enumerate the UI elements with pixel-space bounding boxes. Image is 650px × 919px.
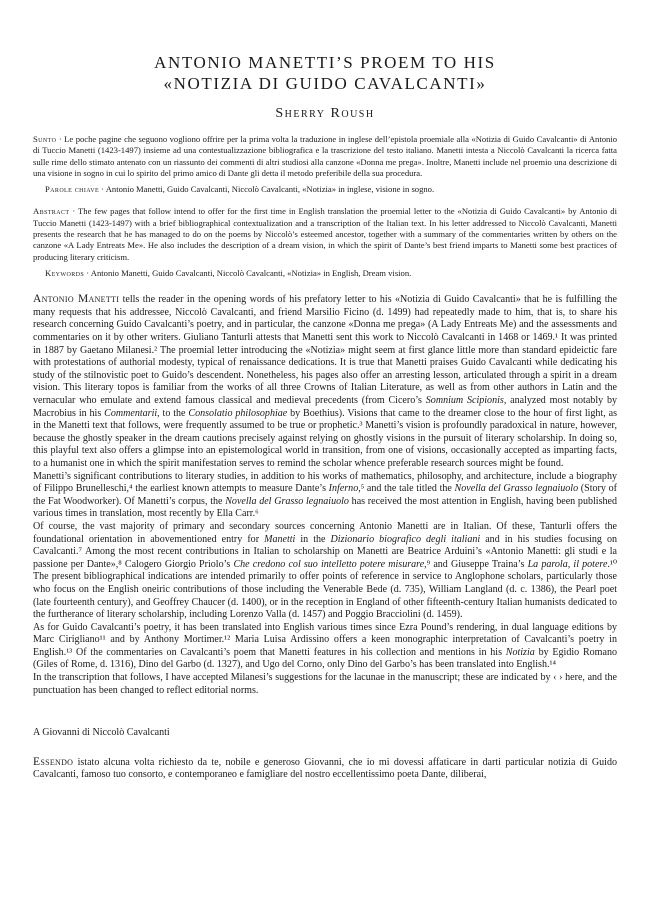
- italic-title: Inferno: [328, 483, 359, 495]
- italic-title: La parola, il potere: [527, 558, 608, 570]
- text-run: , to the: [157, 407, 189, 419]
- text-run: in the: [295, 533, 331, 545]
- text-run: istato alcuna volta richiesto da te, nobile e generoso Giovanni, che io mi dovessi affaticare in darti particular notizia di Guido Cavalcanti, famoso tuo consorto, e contemporaneo e famigliare del nostro eccellentissimo poeta Dante, diliberai,: [33, 756, 617, 781]
- abstract-text: · The few pages that follow intend to offer for the first time in English translation the proemial letter to the «Notizia di Guido Cavalcanti» by Antonio di Tuccio Manetti (1423-1497) with a brief bibliographical contextualization and a transcription of the Italian text. In his letter addressed to Niccolò Cavalcanti, Manetti presents the research that he has managed to do on the poems by Niccolò’s esteemed ancestor, together with a summary of the commentaries written by others on the canzone «A Lady Entreats Me». He also includes the description of a dream vision, in which the spirit of Dante’s best friend imparts to Manetti some best practices of producing literary criticism.: [33, 206, 617, 262]
- text-run: has received the most attention in English, having been published various times in translation, most recently by Ella Carr.⁶: [33, 495, 617, 520]
- body-paragraph: [33, 471, 617, 521]
- body-paragraph: [33, 293, 617, 470]
- text-run: Manetti’s significant contributions to literary studies, in addition to his works of mathematics, philosophy, and architecture, include a biography of Filippo Brunelleschi,⁴ the earliest known attempts to measure Dante’s: [33, 470, 617, 495]
- abstract-label: Abstract: [33, 206, 70, 217]
- text-run: ,⁹ and Giuseppe Traina’s: [424, 558, 528, 570]
- text-run: tells the reader in the opening words of his prefatory letter to his «Notizia di Guido Cavalcanti» that he is fulfilling the many requests that his addressee, Niccolò Cavalcanti, and friend Marsilio Ficino (d. 1499) had repeatedly made to him, that is, to share his research concerning Guido Cavalcanti’s poetry, and in particular, the canzone «Donna me prega» (A Lady Entreats Me) and the assessments and commentaries on it by other writers. Giuliano Tanturli attests that Manetti sent this work to Niccolò Cavalcanti in 1468 or 1469.¹ It was printed in 1887 by Gaetano Milanesi.² The proemial letter introducing the «Notizia» might seem at first glance little more than standard epideictic fare with protestations of authorial modesty, typical of renaissance dedications. It is true that Manetti praises Guido Cavalcanti while dedicating his study of the stilnovistic poet to Guido’s descendent. Nonetheless, his pages also offer an arresting lesson, articulated through a spirit in a dream vision. This literary topos is familiar from the works of all three Crowns of Italian Literature, as well as from other authors in Latin and the vernacular who emulate and extend famous classical and medieval precedents (from Cicero’s: [33, 294, 617, 407]
- author-name: Sherry Roush: [275, 106, 375, 121]
- italic-title: Dizionario biografico degli italiani: [330, 533, 481, 545]
- italic-title: Manetti: [264, 533, 296, 545]
- text-run: ,⁵ and the tale titled the: [358, 483, 455, 495]
- sunto-block: [33, 134, 617, 179]
- letter-lead-word: Essendo: [33, 755, 74, 768]
- italic-title: Che credono col suo intelletto potere misurare: [233, 558, 425, 570]
- letter-paragraph: [33, 756, 617, 782]
- text-run: .¹⁰ The present bibliographical indications are intended primarily to offer points of reference in service to Anglophone scholars, particularly those who focus on the English oneiric contributions of those including the Venerable Bede (d. 735), William Langland (d. c. 1386), the Pearl poet (late fourteenth century), and Geoffrey Chaucer (d. 1400), or in the reception in England of other fifteenth-century Italian humanists dedicated to the furtherance of literary scholarship, including Lorenzo Valla (d. 1457) and Poggio Bracciolini (d. 1459).: [33, 558, 617, 621]
- keywords-text: · Antonio Manetti, Guido Cavalcanti, Niccolò Cavalcanti, «Notizia» in English, Dream vision.: [84, 267, 412, 278]
- text-run: (Story of the Fat Woodworker). Of Manetti’s corpus, the: [33, 483, 617, 507]
- title-line-1: ANTONIO MANETTI’S PROEM TO HIS: [154, 53, 496, 72]
- italic-title: Notizia: [505, 646, 535, 658]
- letter-heading: A Giovanni di Niccolò Cavalcanti: [33, 727, 170, 739]
- parole-chiave-label: Parole chiave: [45, 184, 100, 195]
- keywords-block: [33, 268, 617, 279]
- text-run: , analyzed most notably by Macrobius in his: [33, 395, 617, 419]
- body-paragraph: In the transcription that follows, I have accepted Milanesi’s suggestions for the lacunae in the manuscript; these are indicated by ‹ › here, and the punctuation has been changed to reflect editorial norms.: [33, 672, 617, 696]
- text-run: by Boethius). Visions that came to the dreamer close to the hour of first light, as in the Manetti text that follows, were frequently assumed to be true or prophetic.³ Manetti’s vision is profoundly paradoxical in nature, however, because the ghostly speaker in the dream cautions precisely against relying on ghostly visions in the pursuit of literary scholarship. In doing so, this playful text also offers a glimpse into an epistemological world in transition, from one of visions, occasionally accepted as imparting facts, to a humanist one in which the spirit manifestation serves to remind the scholar whence preferable research sources might be found.: [33, 407, 617, 469]
- abstract-block: [33, 206, 617, 262]
- text-run: Of course, the vast majority of primary and secondary sources concerning Antonio Manetti are in Italian. Of these, Tanturli offers the foundational orientation in abovementioned entry for: [33, 520, 617, 545]
- italic-title: Novella del Grasso legnaiuolo: [225, 495, 349, 507]
- text-run: and in his studies focusing on Cavalcanti.⁷ Among the most recent contributions in Italian to scholarship on Manetti are Beatrice Arduini’s «Antonio Manetti: gli studi e la passione per Dante»,⁸ Calogero Giorgio Priolo’s: [33, 533, 618, 570]
- body-paragraph: [33, 622, 617, 672]
- title-line-2: «NOTIZIA DI GUIDO CAVALCANTI»: [163, 74, 487, 93]
- parole-chiave-block: [33, 184, 617, 195]
- sunto-label: Sunto: [33, 134, 57, 144]
- lead-words: Antonio Manetti: [33, 293, 120, 306]
- keywords-label: Keywords: [45, 267, 85, 278]
- text-run: by Egidio Romano (Giles of Rome, d. 1316), Dino del Garbo (d. 1327), and Ugo del Corno, only Dino del Garbo’s has been translated into English.¹⁴: [33, 646, 617, 671]
- article-body: [33, 293, 617, 782]
- article-title: [33, 52, 617, 94]
- body-paragraph: [33, 521, 617, 622]
- italic-title: Commentarii: [104, 407, 158, 419]
- page: [33, 0, 617, 782]
- italic-title: Somnium Scipionis: [425, 395, 504, 407]
- text-run: As for Guido Cavalcanti’s poetry, it has been translated into English various times since Ezra Pound’s rendering, in dual language editions by Marc Cirigliano¹¹ and by Anthony Mortimer.¹² Maria Luisa Ardissino offers a keen monographic interpretation of Cavalcanti’s poetry in English.¹³ Of the commentaries on Cavalcanti’s poem that Manetti features in his collection and mentions in his: [33, 621, 617, 658]
- italic-title: Novella del Grasso legnaiuolo: [454, 483, 579, 495]
- italic-title: Consolatio philosophiae: [188, 407, 288, 419]
- parole-chiave-text: · Antonio Manetti, Guido Cavalcanti, Niccolò Cavalcanti, «Notizia» in inglese, visione in sogno.: [99, 184, 435, 195]
- sunto-text: · Le poche pagine che seguono vogliono offrire per la prima volta la traduzione in inglese dell’epistola proemiale alla «Notizia di Guido Cavalcanti» di Antonio di Tuccio Manetti (1423-1497) insieme ad una contestualizzazione bibliografica e la trascrizione del testo italiano. Manetti intesta a Niccolò Cavalcanti la ricerca fatta sulle rime dello stimato antenato con un riassunto dei commenti di altri studiosi alla canzone «Donna me prega». Inoltre, Manetti include nel proemio una descrizione di una visione in sogno in cui lo spirito del primo amico di Dante gli detta il metodo preferibile della sua procedura.: [33, 134, 617, 178]
